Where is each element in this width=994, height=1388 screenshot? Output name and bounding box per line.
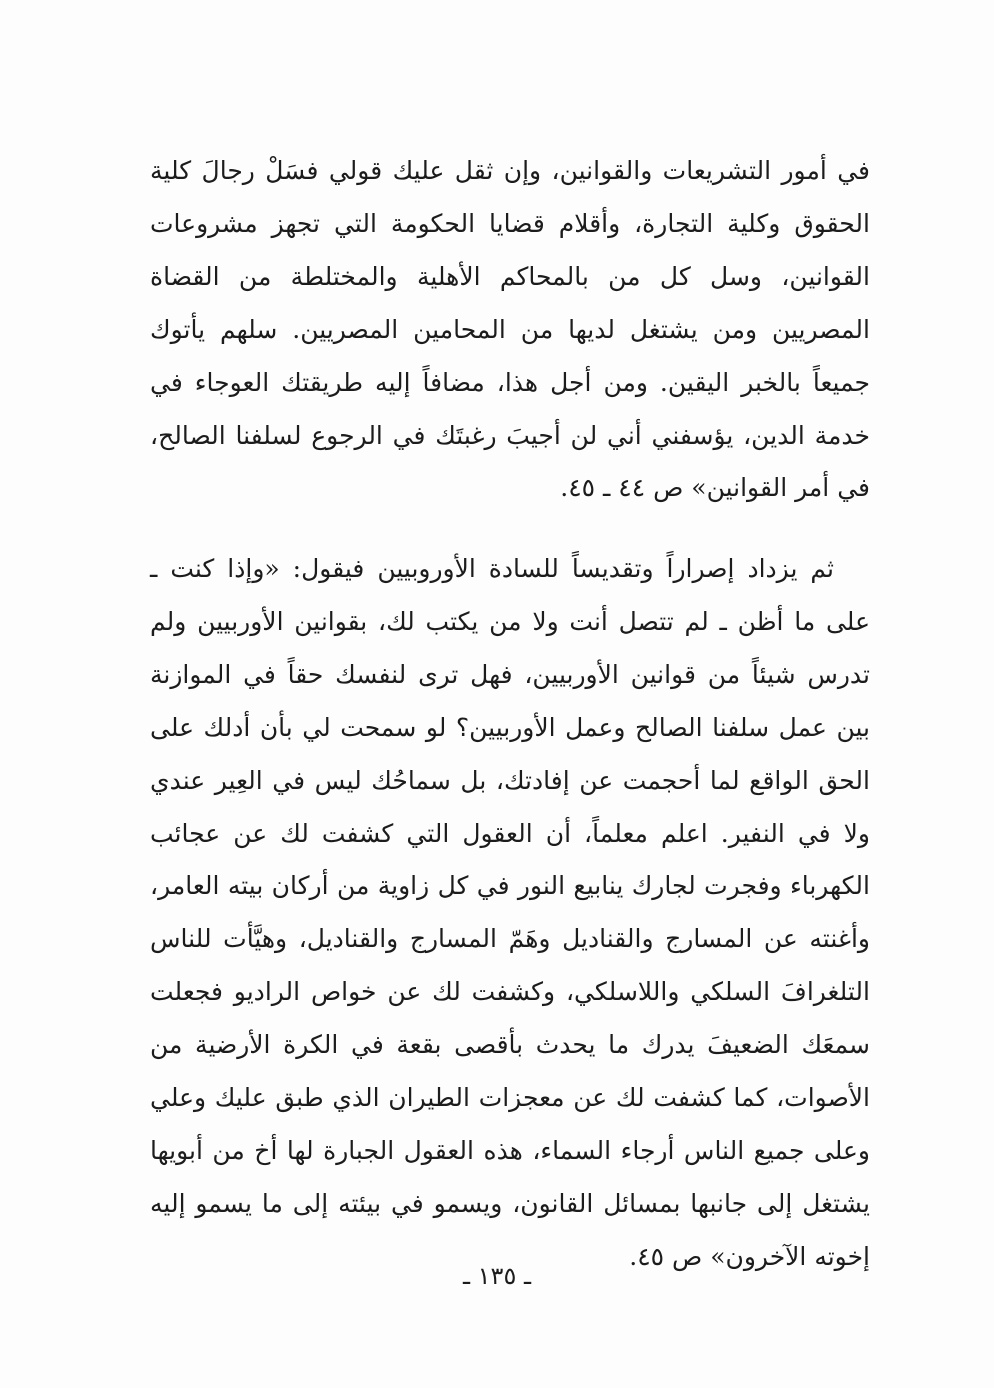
paragraph-2: ثم يزداد إصراراً وتقديساً للسادة الأوروبيين فيقول: «وإذا كنت ـ على ما أظن ـ لم تتصل أنت ولا من يكتب لك، بقوانين الأوربيين ولم تدرس شيئاً من قوانين الأوربيين، فهل ترى لنفسك حقاً في الموازنة بين عمل سلفنا الصالح وعمل الأوربيين؟ لو سمحت لي بأن أدلك على الحق الواقع لما أحجمت عن إفادتك، بل سماحُك ليس في العِير عندي ولا في النفير. اعلم معلماً، أن العقول التي كشفت لك عن عجائب الكهرباء وفجرت لجارك ينابيع النور في كل زاوية من أركان بيته العامر، وأغنته عن المسارج والقناديل وهَمّ المسارج والقناديل، وهيَّأت للناس التلغرافَ السلكي واللاسلكي، وكشفت لك عن خواص الراديو فجعلت سمعَك الضعيفَ يدرك ما يحدث بأقصى بقعة في الكرة الأرضية من الأصوات، كما كشفت لك عن معجزات الطيران الذي طبق عليك وعلي وعلى جميع الناس أرجاء السماء، هذه العقول الجبارة لها أخ من أبويها يشتغل إلى جانبها بمسائل القانون، ويسمو في بيئته إلى ما يسمو إليه إخوته الآخرون» ص ٤٥. xyxy=(150,554,870,1271)
paragraph-1: في أمور التشريعات والقوانين، وإن ثقل عليك قولي فسَلْ رجالَ كلية الحقوق وكلية التجارة، وأقلام قضايا الحكومة التي تجهز مشروعات القوانين، وسل كل من بالمحاكم الأهلية والمختلطة من القضاة المصريين ومن يشتغل لديها من المحامين المصريين. سلهم يأتوك جميعاً بالخبر اليقين. ومن أجل هذا، مضافاً إليه طريقتك العوجاء في خدمة الدين، يؤسفني أني لن أجيبَ رغبتَك في الرجوع لسلفنا الصالح، في أمر القوانين» ص ٤٤ ـ ٤٥. xyxy=(150,156,870,503)
page-number: ـ ١٣٥ ـ xyxy=(462,1262,531,1290)
